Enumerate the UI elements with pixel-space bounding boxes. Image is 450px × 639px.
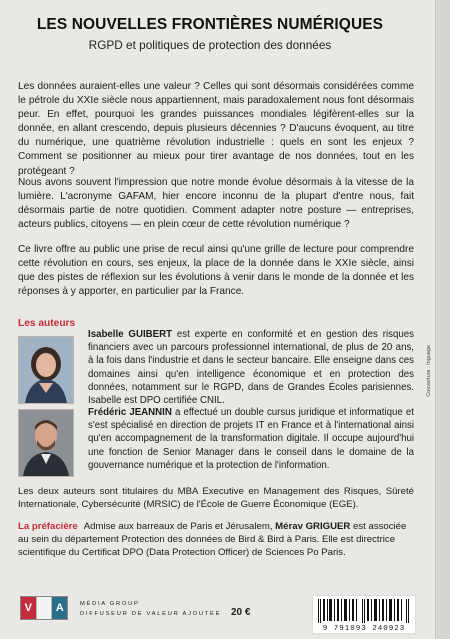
author1-bio-text: est experte en conformité et en gestion des risques financiers avec un parcours professionnel international, de plus de 20 ans, à la fois dans l'industrie et dans le secteur bancaire. Elle enseigne dans ces domaines ainsi qu'en intelligence économique et en protection des données, notamment sur le RGPD, dans de Grandes Écoles parisiennes. Isabelle est DPO certifiée CNIL. (88, 329, 414, 407)
paragraph-1: Les données auraient-elles une valeur ? Celles qui sont désormais considérées comme le pétrole du XXIe siècle nous appartiennent, mais paradoxalement nous font désormais peur. En effet, pourquoi les grandes puissances mondiales légifèrent-elles sur la donnée, en allant crescendo, depuis plusieurs décennies ? D'aucuns évoquent, au titre du numérique, une quatrième révolution industrielle : quels en sont les enjeux ? Comment se positionner au mieux pour tirer avantage de nos données, tout en les protégeant ? (18, 81, 414, 177)
author2-bio (88, 406, 414, 472)
authors-heading: Les auteurs (18, 318, 76, 329)
publisher-line-1: MÉDIA GROUP (80, 601, 140, 607)
preface-name: Mérav GRIGUER (275, 521, 351, 532)
barcode (312, 595, 416, 634)
publisher-line-2: DIFFUSEUR DE VALEUR AJOUTÉE (80, 611, 222, 617)
author1-bio (88, 328, 414, 407)
cover-credit: Couverture : Inguage (426, 345, 432, 397)
paragraph-3: Ce livre offre au public une prise de recul ainsi qu'une grille de lecture pour comprendre cette révolution en cours, ses enjeux, la place de la donnée dans le XXIe siècle, ainsi que des pistes de réflexion sur les évolutions à venir dans le monde de la donnée et les réponses à y apporter, en particulier par la France. (18, 244, 414, 298)
book-subtitle: RGPD et politiques de protection des données (88, 38, 332, 52)
logo-letter-a: A (52, 597, 67, 619)
preface-block (18, 520, 414, 559)
spine (435, 0, 450, 639)
logo-middle (36, 597, 53, 619)
isbn-number: 9 791093 240923 (322, 625, 406, 633)
paragraph-2: Nous avons souvent l'impression que notre monde évolue désormais à la vitesse de la lumière. L'acronyme GAFAM, hier encore inconnu de la plupart d'entre nous, fait désormais partie de notre quotidien. Comment adapter notre posture — entreprises, acteurs publics, citoyens — en plein cœur de cette révolution numérique ? (18, 177, 414, 231)
author1-photo (18, 336, 74, 404)
publisher-logo (20, 596, 68, 620)
logo-letter-v: V (21, 597, 36, 619)
price: 20 € (231, 607, 251, 618)
preface-text-after: est associée au sein du département Protection des données de Bird & Bird à Paris. Elle est directrice scientifique du Certificat DPO (Data Protection Officer) de Sciences Po Paris. (18, 521, 407, 558)
author2-name: Frédéric JEANNIN (88, 407, 172, 418)
preface-text-before: Admise aux barreaux de Paris et Jérusalem, (83, 521, 273, 532)
authors-note: Les deux auteurs sont titulaires du MBA Executive en Management des Risques, Sûreté Internationale, Cybersécurité (MRSIC) de l'École de Guerre Économique (EGE). (18, 486, 414, 510)
author1-name: Isabelle GUIBERT (88, 329, 173, 340)
book-title: LES NOUVELLES FRONTIÈRES NUMÉRIQUES (36, 16, 384, 33)
preface-label: La préfacière (18, 521, 78, 532)
author2-photo (18, 409, 74, 477)
author2-bio-text: a effectué un double cursus juridique et informatique et s'est spécialisé en direction de projets IT en France et à l'international ainsi qu'en accompagnement de la transformation digitale. Il occupe aujourd'hui une fonction de Senior Manager dans le conseil dans le domaine de la gouvernance numérique et la protection de l'information. (88, 407, 414, 471)
barcode-bars (316, 599, 412, 623)
